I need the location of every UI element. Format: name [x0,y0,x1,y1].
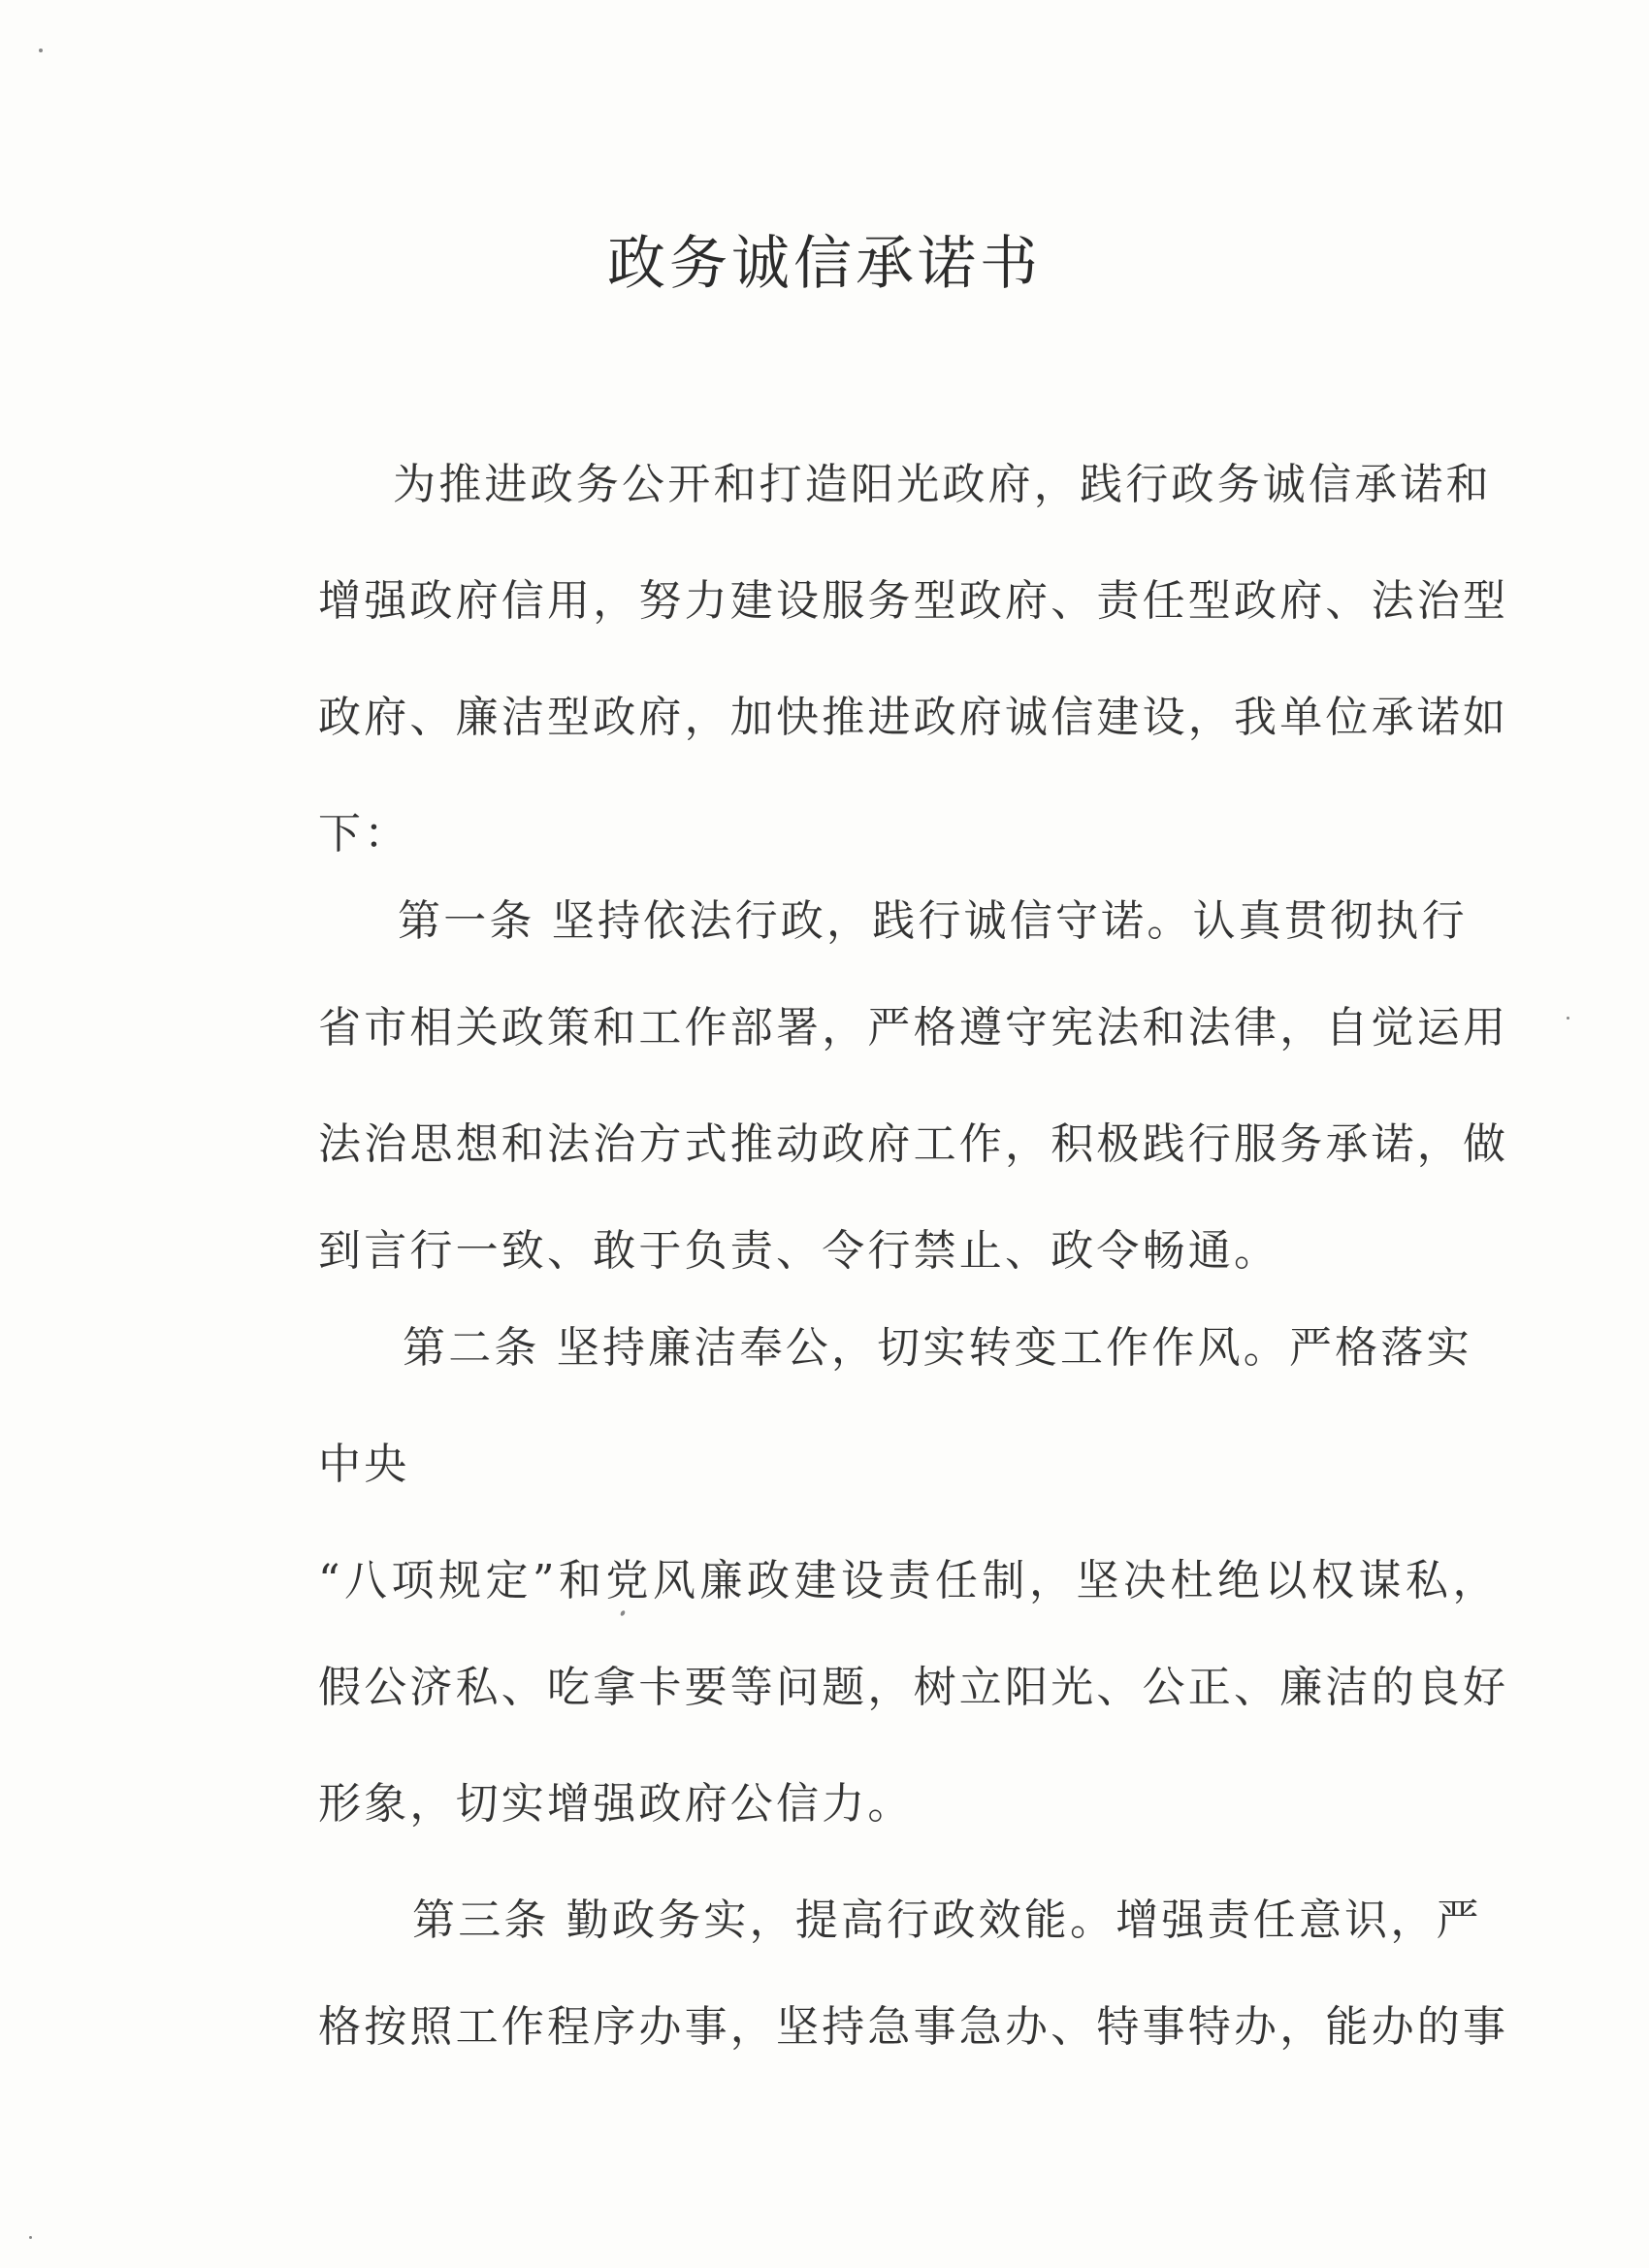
body-line-10: 中央 [318,1440,410,1489]
body-line-14: 第三条 勤政务实，提高行政效能。增强责任意识，严 [412,1895,1482,1945]
body-line-15: 格按照工作程序办事，坚持急事急办、特事特办，能办的事 [318,2002,1509,2052]
body-line-2: 增强政府信用，努力建设服务型政府、责任型政府、法治型 [318,576,1509,626]
scan-speck [39,49,43,52]
body-line-12: 假公济私、吃拿卡要等问题，树立阳光、公正、廉洁的良好 [318,1663,1509,1712]
body-line-3: 政府、廉洁型政府，加快推进政府诚信建设，我单位承诺如 [318,693,1509,742]
document-title: 政务诚信承诺书 [607,230,1042,298]
scan-speck [1567,1017,1569,1020]
body-line-4: 下： [318,809,410,859]
body-line-9: 第二条 坚持廉洁奉公，切实转变工作作风。严格落实 [403,1323,1472,1373]
body-line-8: 到言行一致、敢于负责、令行禁止、政令畅通。 [318,1226,1280,1276]
body-line-7: 法治思想和法治方式推动政府工作，积极践行服务承诺，做 [318,1119,1509,1169]
body-line-13: 形象，切实增强政府公信力。 [318,1779,914,1829]
body-line-5: 第一条 坚持依法行政，践行诚信守诺。认真贯彻执行 [398,896,1468,946]
body-line-6: 省市相关政策和工作部署，严格遵守宪法和法律，自觉运用 [318,1003,1509,1053]
scan-speck [29,2236,32,2239]
body-line-1: 为推进政务公开和打造阳光政府，践行政务诚信承诺和 [393,460,1492,509]
scan-speck [620,1609,626,1616]
body-line-11: “八项规定”和党风廉政建设责任制，坚决杜绝以权谋私， [318,1556,1500,1605]
